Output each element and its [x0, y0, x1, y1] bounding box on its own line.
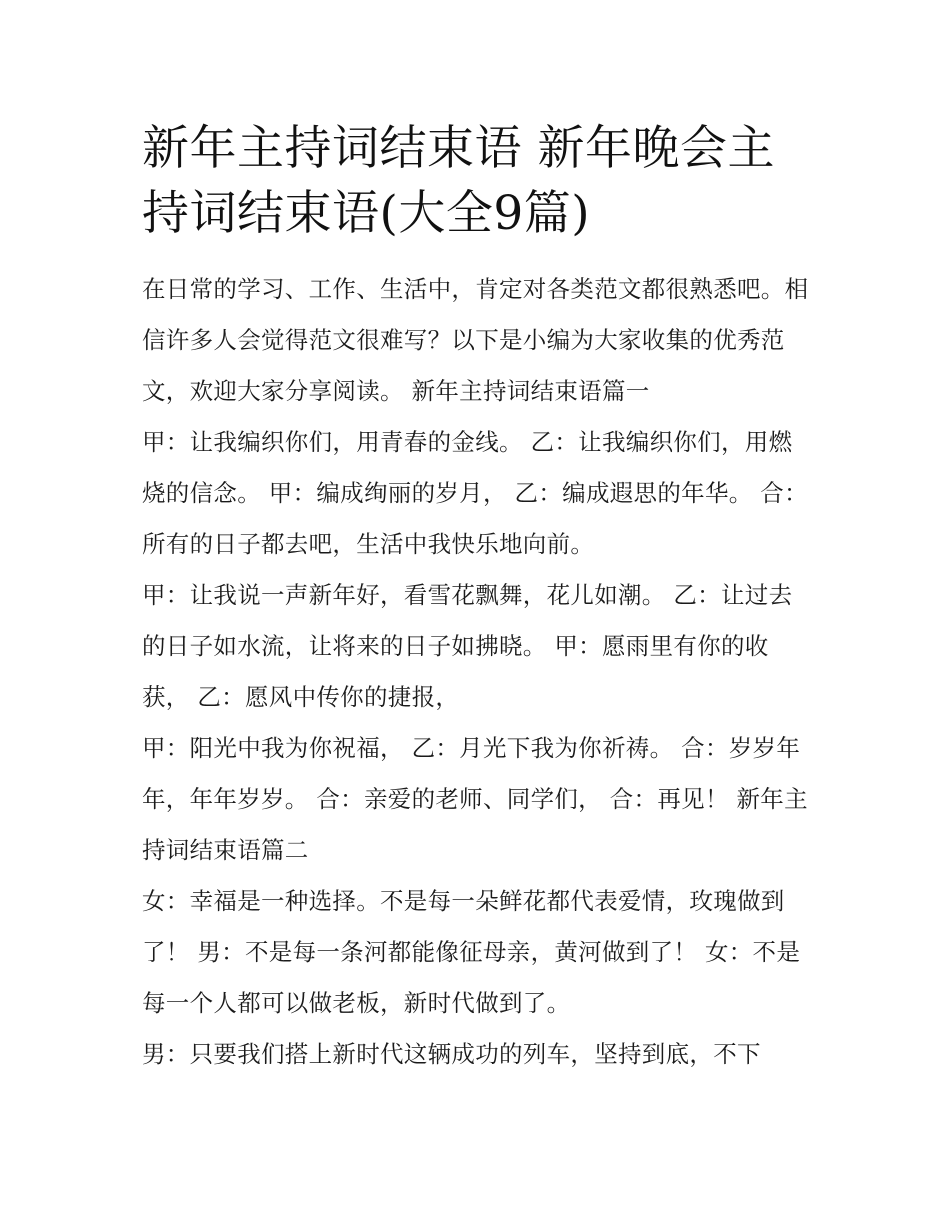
paragraph-dialogue-1: 甲：让我编织你们，用青春的金线。 乙：让我编织你们，用燃烧的信念。 甲：编成绚丽的岁月， 乙：编成遐思的年华。 合：所有的日子都去吧，生活中我快乐地向前。 [142, 428, 808, 558]
paragraph-intro: 在日常的学习、工作、生活中，肯定对各类范文都很熟悉吧。相信许多人会觉得范文很难写？以下是小编为大家收集的优秀范文，欢迎大家分享阅读。 新年主持词结束语篇一 [142, 275, 809, 405]
paragraph-dialogue-2: 甲：让我说一声新年好，看雪花飘舞，花儿如潮。 乙：让过去的日子如水流，让将来的日子如拂晓。 甲：愿雨里有你的收获， 乙：愿风中传你的捷报， [142, 581, 793, 711]
paragraph-dialogue-3: 甲：阳光中我为你祝福， 乙：月光下我为你祈祷。 合：岁岁年年，年年岁岁。 合：亲爱的老师、同学们， 合：再见！ 新年主持词结束语篇二 [142, 734, 808, 864]
document-content [142, 116, 812, 1080]
paragraph-dialogue-5: 男：只要我们搭上新时代这辆成功的列车，坚持到底，不下 [142, 1040, 761, 1068]
document-body [142, 264, 812, 1080]
paragraph-dialogue-4: 女：幸福是一种选择。不是每一朵鲜花都代表爱情，玫瑰做到了！ 男：不是每一条河都能像征母亲，黄河做到了！ 女：不是每一个人都可以做老板，新时代做到了。 [142, 887, 801, 1017]
document-title: 新年主持词结束语 新年晚会主持词结束语(大全9篇) [142, 121, 775, 241]
